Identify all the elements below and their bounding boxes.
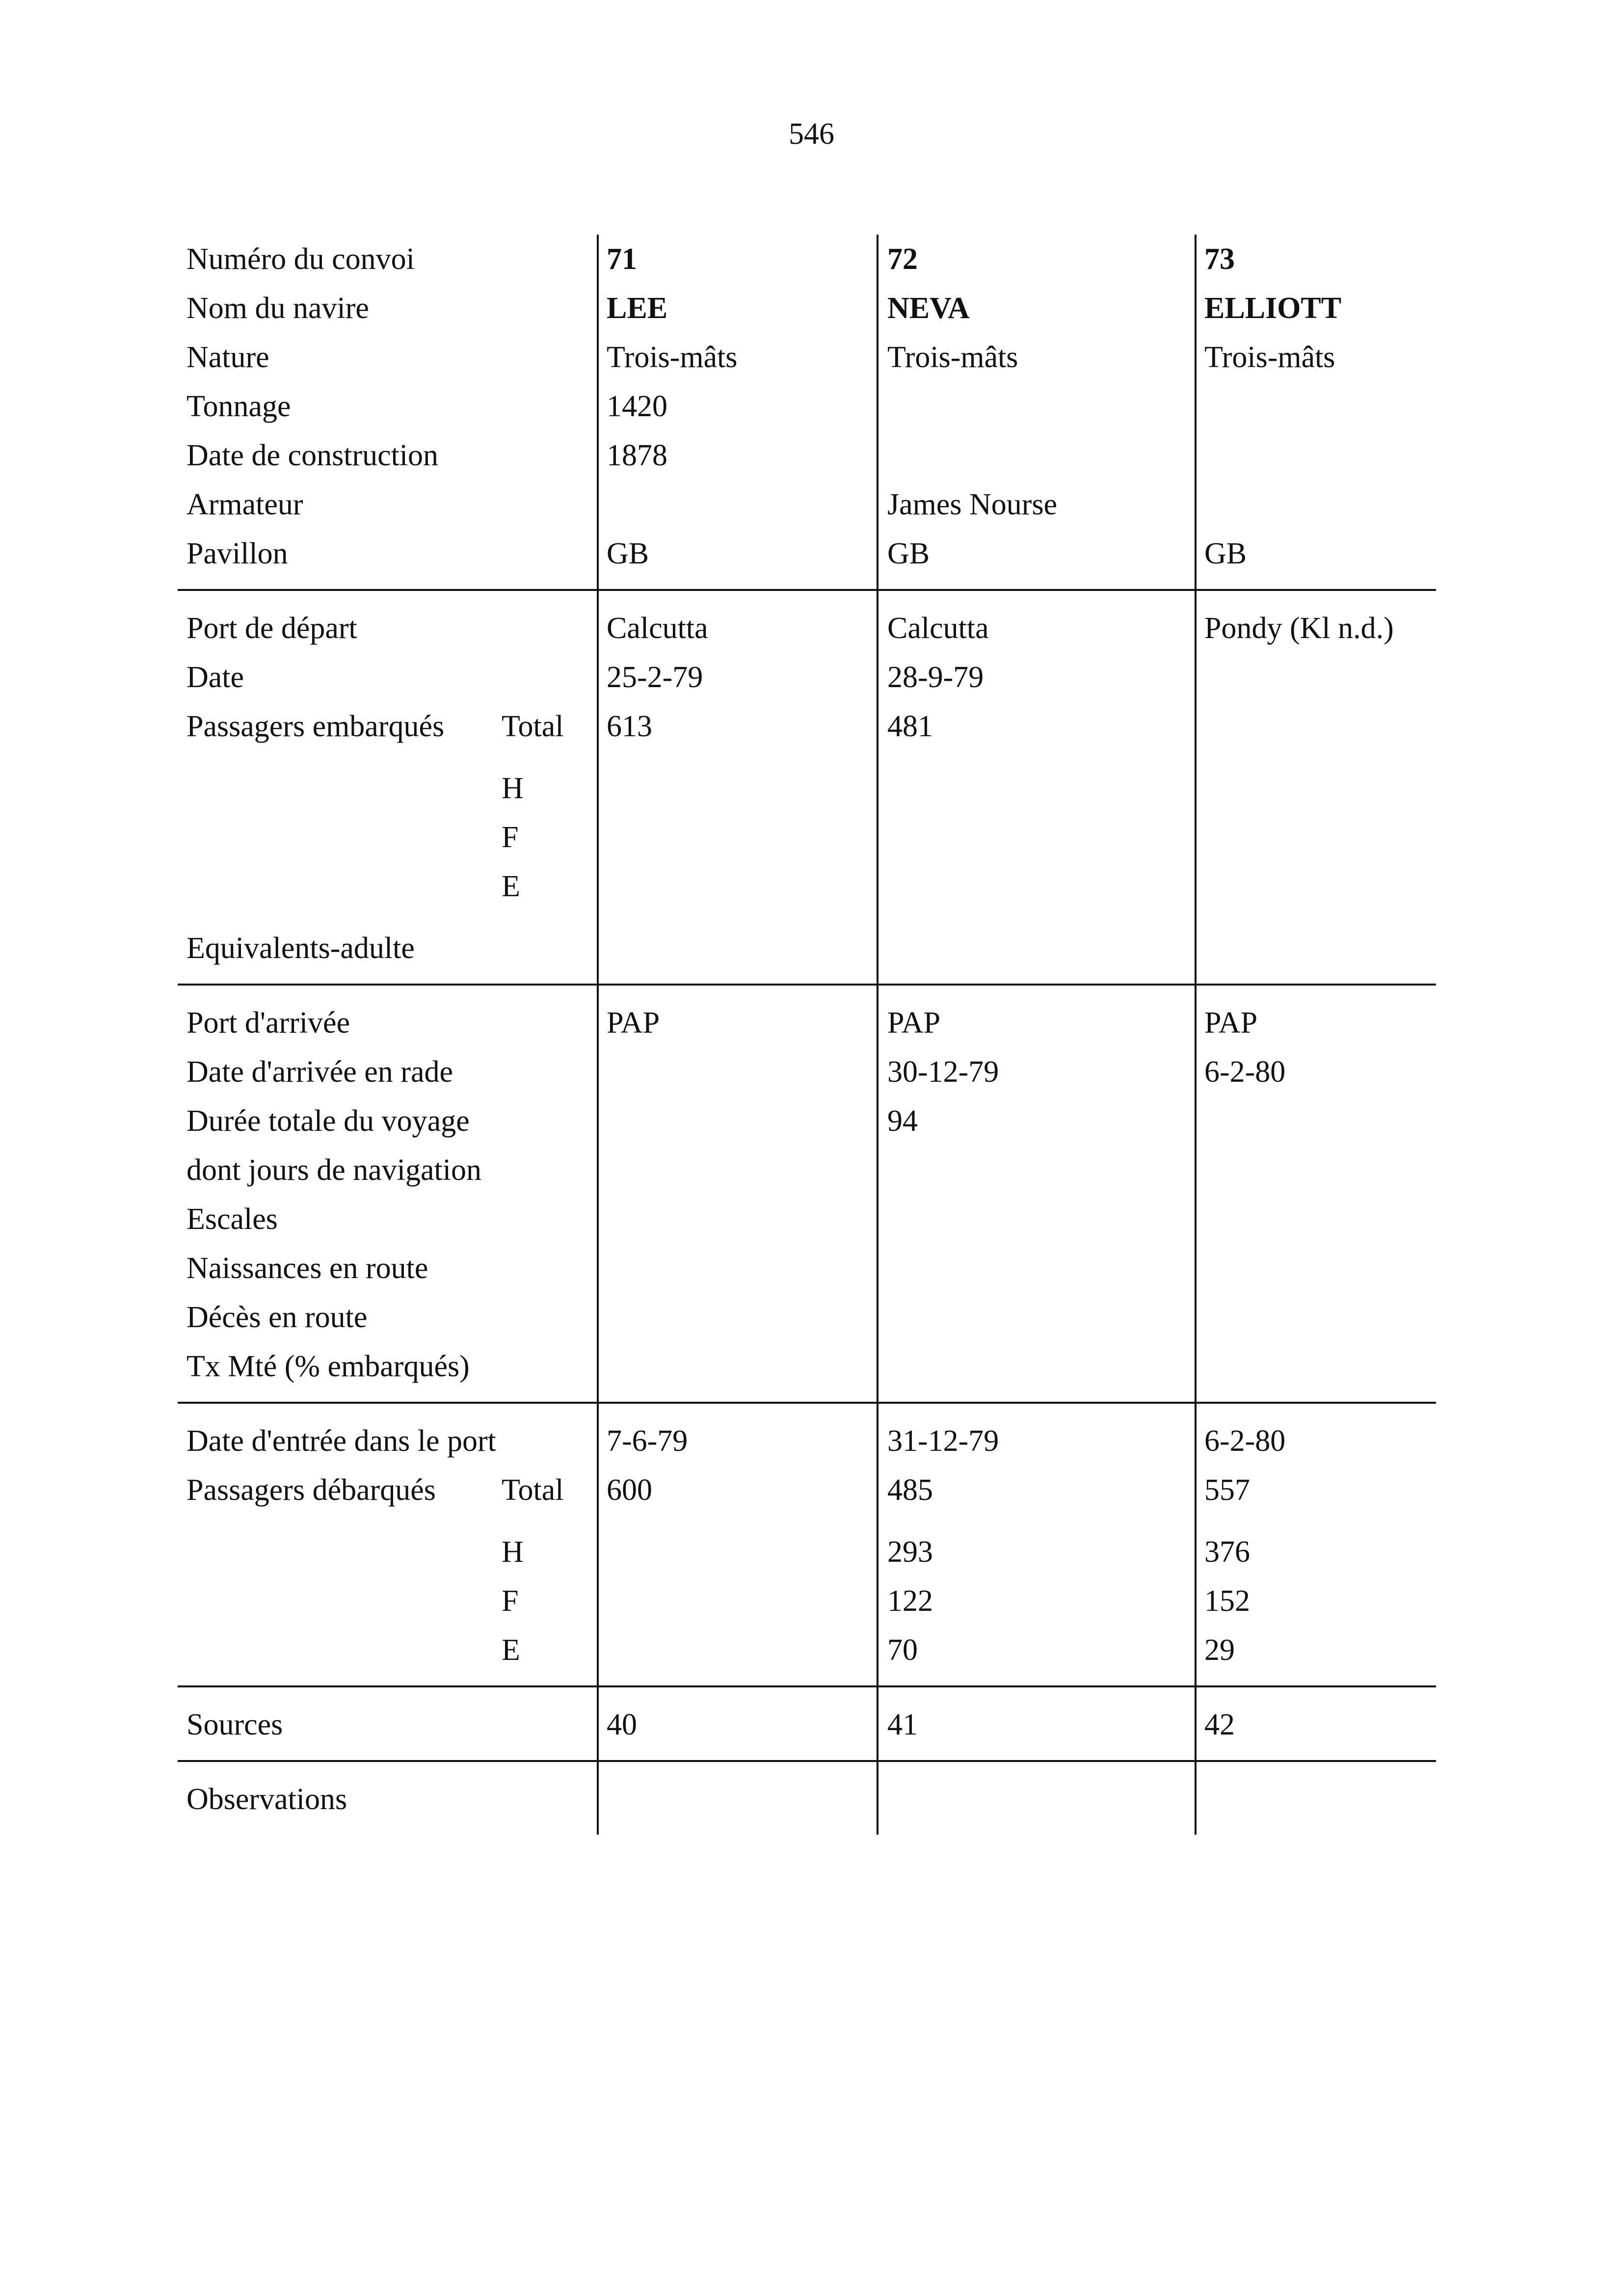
row-sublabel: E [502,870,520,903]
row-sublabel: F [502,821,519,854]
ledger-section [178,1404,1436,1685]
convoy-1-cell: 7-6-79 [607,1424,688,1458]
convoy-2-cell: 41 [887,1708,918,1741]
row-label: dont jours de navigation [186,1153,481,1187]
convoy-2-cell: 31-12-79 [887,1424,999,1458]
ledger-row [178,1195,1436,1244]
convoy-3-cell: 376 [1204,1535,1250,1569]
row-label: Tx Mté (% embarqués) [186,1350,470,1383]
convoy-2-cell: 481 [887,710,933,743]
row-sublabel: H [502,772,524,805]
ledger-section [178,235,1436,589]
row-sublabel: H [502,1535,524,1569]
ledger-row [178,284,1436,333]
ledger-row [178,382,1436,431]
ledger-row [178,1244,1436,1293]
row-label: Date [186,661,244,694]
convoy-1-cell: 40 [607,1708,637,1741]
ledger-row [178,235,1436,284]
ledger-row [178,862,1436,911]
convoy-3-cell: 152 [1204,1584,1250,1618]
ledger-row [178,1700,1436,1749]
ledger-row [178,1416,1436,1466]
ledger-row [178,653,1436,702]
ledger-row [178,1342,1436,1391]
convoy-3-cell: 6-2-80 [1204,1424,1286,1458]
ledger-row [178,1096,1436,1146]
row-label: Date de construction [186,439,439,472]
row-label: Passagers embarqués [186,710,445,743]
convoy-2-cell: GB [887,537,930,570]
convoy-3-cell: ELLIOTT [1204,292,1342,325]
ledger-row [178,1576,1436,1626]
row-label: Date d'arrivée en rade [186,1055,453,1089]
ledger-section [178,986,1436,1402]
convoy-2-cell: 72 [887,242,918,276]
ledger-row [178,998,1436,1047]
convoy-2-cell: 293 [887,1535,933,1569]
row-label: Pavillon [186,537,288,570]
convoy-3-cell: 557 [1204,1473,1250,1507]
convoy-2-cell: Calcutta [887,612,989,645]
row-label: Décès en route [186,1301,368,1334]
ledger-row [178,813,1436,862]
ledger-row [178,431,1436,480]
row-sublabel: F [502,1584,519,1618]
ledger-row [178,911,1436,973]
convoy-1-cell: 71 [607,242,637,276]
convoy-2-cell: James Nourse [887,488,1058,521]
row-label: Passagers débarqués [186,1473,436,1507]
row-label: Sources [186,1708,283,1741]
row-label: Nom du navire [186,292,369,325]
row-sublabel: Total [502,1473,564,1507]
ledger-section [178,1762,1436,1835]
convoy-1-cell: LEE [607,292,668,325]
convoy-2-cell: 94 [887,1104,918,1138]
ledger-row [178,1775,1436,1824]
row-label: Durée totale du voyage [186,1104,470,1138]
row-label: Armateur [186,488,303,521]
convoy-1-cell: PAP [607,1006,660,1040]
convoy-3-cell: 73 [1204,242,1235,276]
convoy-2-cell: Trois-mâts [887,341,1018,374]
convoy-1-cell: 1878 [607,439,667,472]
convoy-3-cell: 29 [1204,1633,1235,1667]
row-label: Observations [186,1783,347,1816]
convoy-ledger-table [178,235,1436,1835]
convoy-1-cell: 613 [607,710,652,743]
row-sublabel: E [502,1633,520,1667]
ledger-row [178,529,1436,578]
ledger-section [178,1687,1436,1760]
convoy-2-cell: PAP [887,1006,941,1040]
page-number: 546 [789,117,834,151]
convoy-3-cell: Trois-mâts [1204,341,1335,374]
convoy-2-cell: 30-12-79 [887,1055,999,1089]
row-label: Port de départ [186,612,357,645]
ledger-row [178,1626,1436,1675]
convoy-1-cell: 25-2-79 [607,661,703,694]
convoy-2-cell: 122 [887,1584,933,1618]
row-label: Naissances en route [186,1252,428,1285]
ledger-row [178,604,1436,653]
row-label: Escales [186,1202,278,1236]
row-sublabel: Total [502,710,564,743]
convoy-3-cell: PAP [1204,1006,1258,1040]
convoy-1-cell: GB [607,537,649,570]
convoy-2-cell: 485 [887,1473,933,1507]
convoy-2-cell: 70 [887,1633,918,1667]
ledger-row [178,751,1436,813]
ledger-row [178,480,1436,529]
row-label: Port d'arrivée [186,1006,350,1040]
row-label: Tonnage [186,390,291,423]
convoy-3-cell: 42 [1204,1708,1235,1741]
ledger-row [178,1466,1436,1515]
row-label: Date d'entrée dans le port [186,1424,496,1458]
ledger-section [178,591,1436,984]
row-label: Equivalents-adulte [186,932,415,965]
ledger-row [178,1047,1436,1096]
row-label: Numéro du convoi [186,242,415,276]
convoy-1-cell: Trois-mâts [607,341,738,374]
convoy-1-cell: 600 [607,1473,652,1507]
ledger-row [178,333,1436,382]
ledger-row [178,702,1436,751]
convoy-3-cell: Pondy (Kl n.d.) [1204,612,1394,645]
ledger-row [178,1293,1436,1342]
ledger-row [178,1146,1436,1195]
row-label: Nature [186,341,269,374]
convoy-3-cell: GB [1204,537,1247,570]
convoy-1-cell: Calcutta [607,612,708,645]
convoy-1-cell: 1420 [607,390,667,423]
ledger-row [178,1515,1436,1576]
convoy-2-cell: NEVA [887,292,970,325]
convoy-2-cell: 28-9-79 [887,661,984,694]
convoy-3-cell: 6-2-80 [1204,1055,1286,1089]
